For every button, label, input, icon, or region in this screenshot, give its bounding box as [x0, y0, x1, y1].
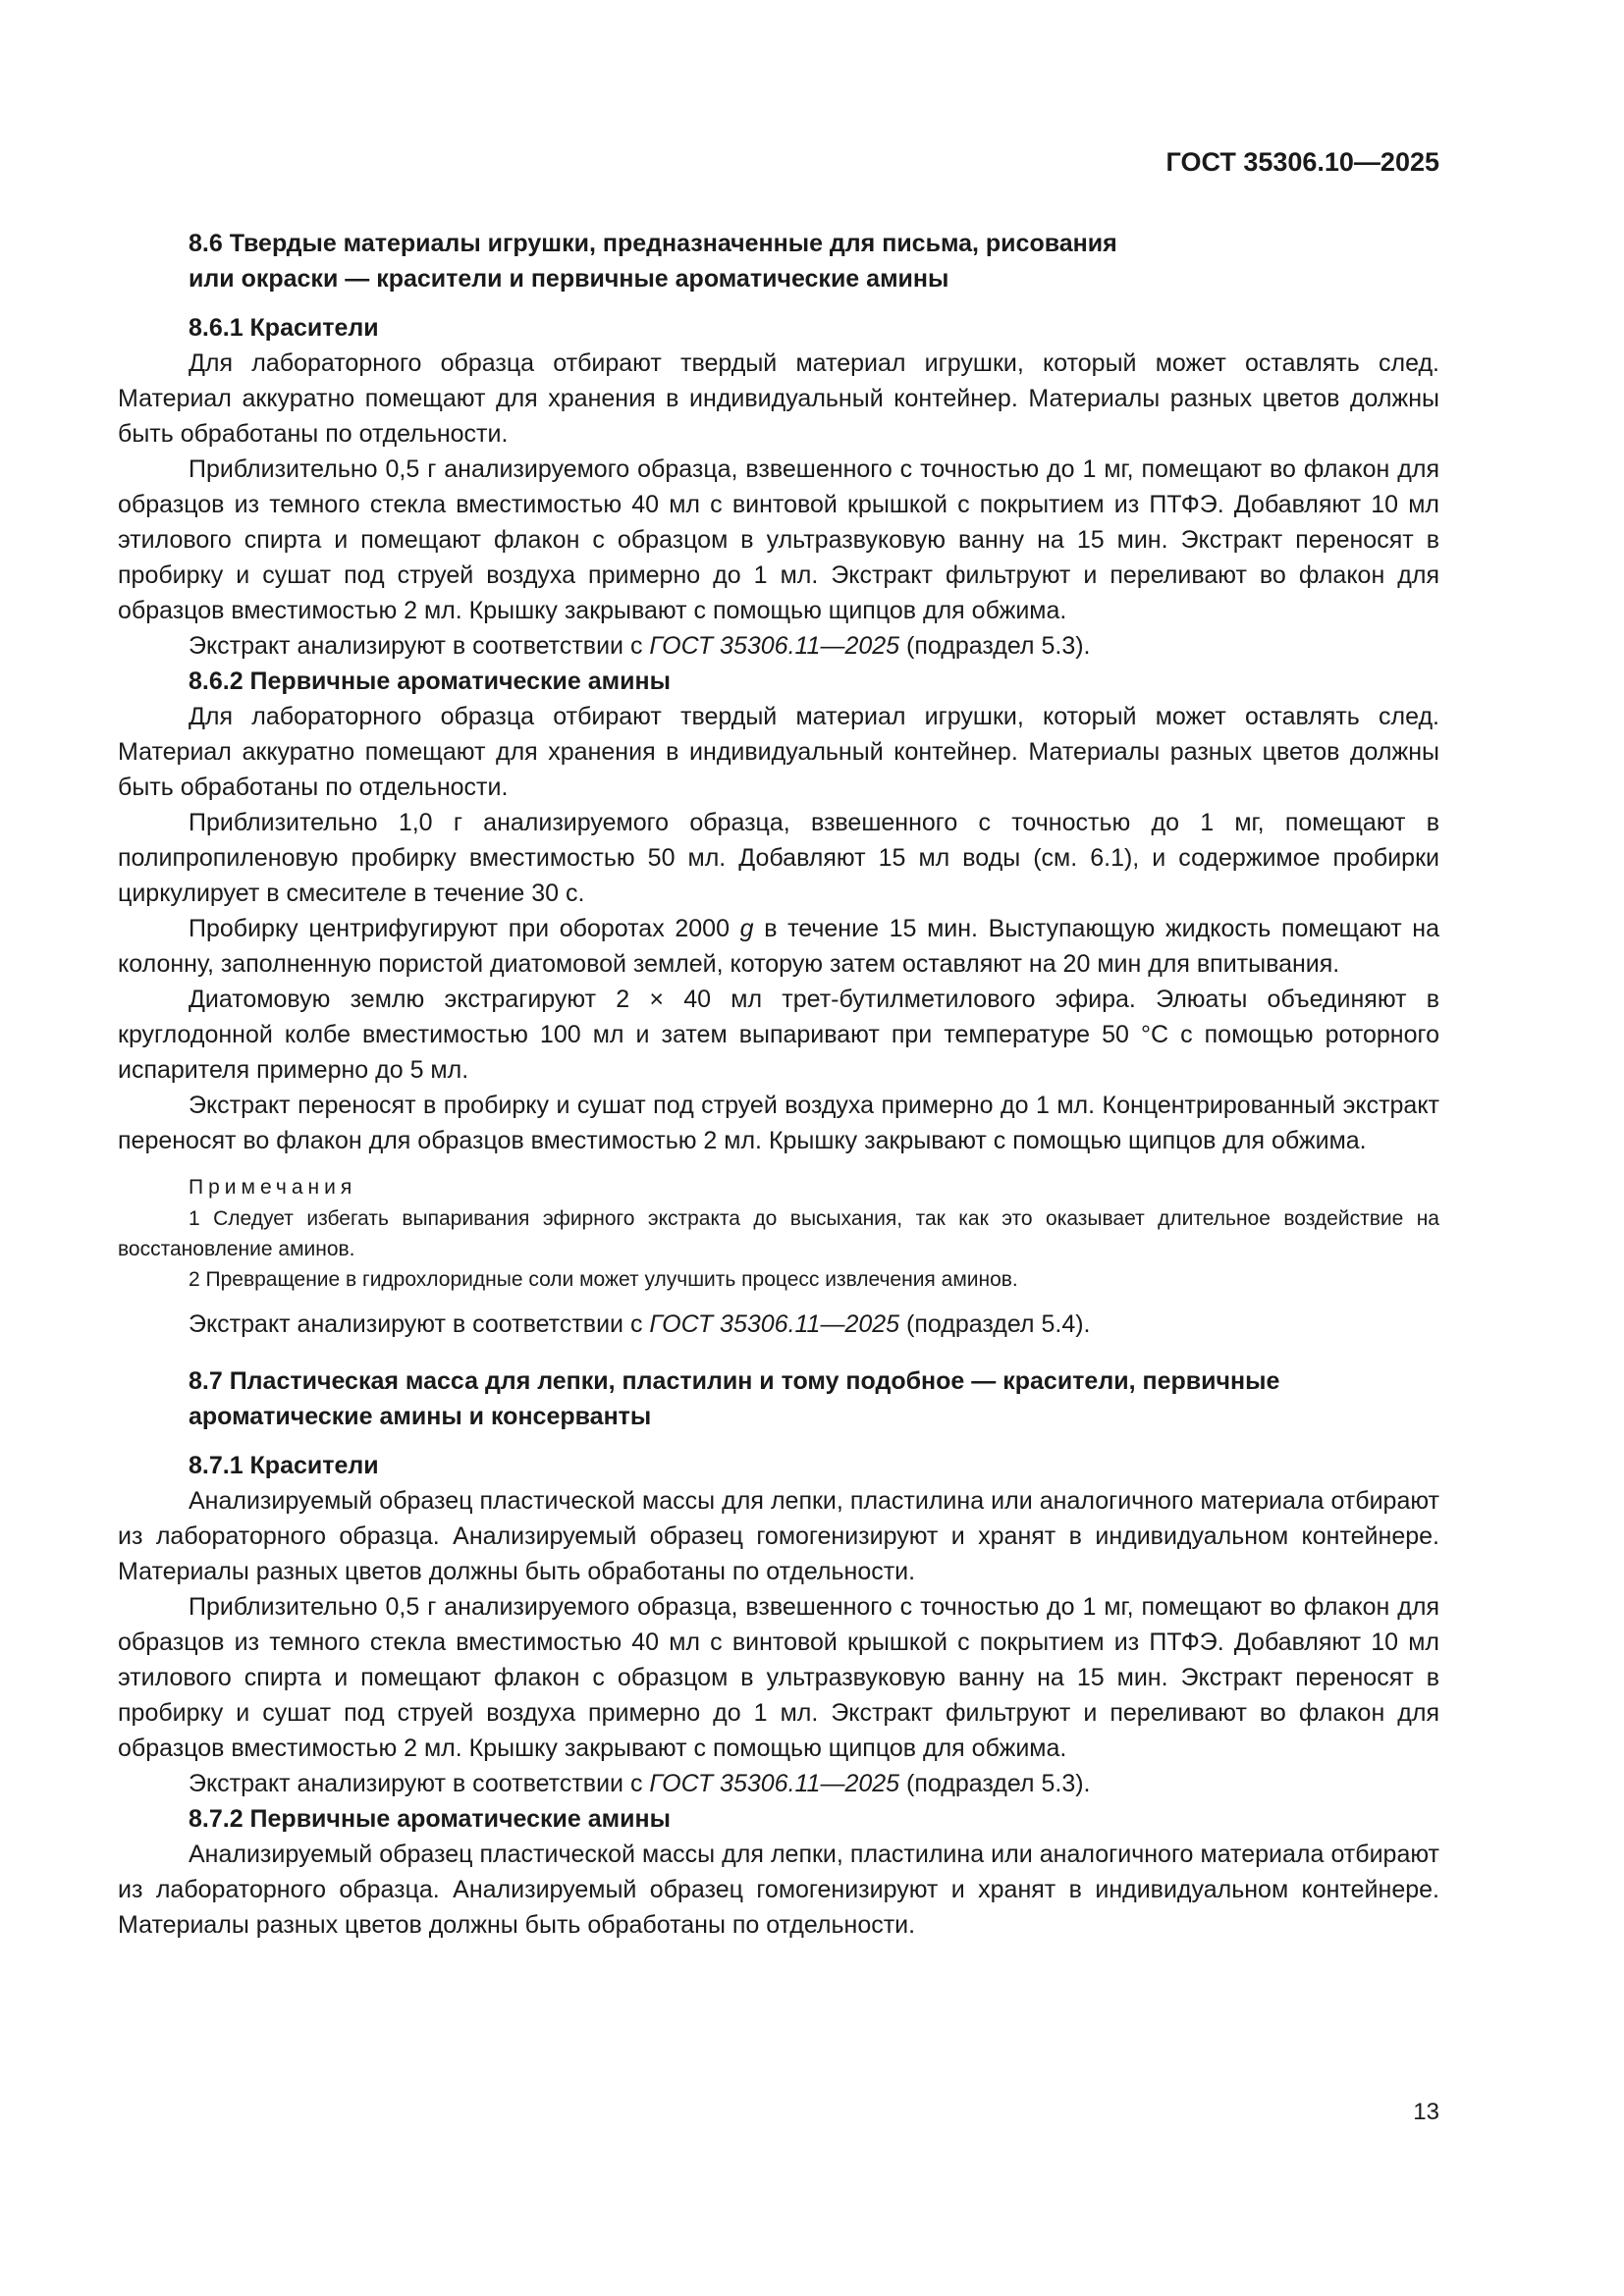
text: Пробирку центрифугируют при оборотах 2000 [189, 915, 740, 942]
paragraph: Приблизительно 0,5 г анализируемого образца, взвешенного с точностью до 1 мг, помещают во флакон для образцов из темного стекла вместимостью 40 мл с винтовой крышкой с покрытием из ПТФЭ. Добавляют 10 мл этилового спирта и помещают флакон с образцом в ультразвуковую ванну на 15 мин. Экстракт переносят в пробирку и сушат под струей воздуха примерно до 1 мл. Экстракт фильтруют и переливают во флакон для образцов вместимостью 2 мл. Крышку закрывают с помощью щипцов для обжима. [118, 1593, 1439, 1762]
paragraph: Для лабораторного образца отбирают твердый материал игрушки, который может оставлять след. Материал аккуратно помещают для хранения в индивидуальный контейнер. Материалы разных цветов должны быть обработаны по отдельности. [118, 349, 1439, 448]
standard-reference: ГОСТ 35306.11—2025 [649, 1770, 900, 1797]
g-symbol: g [739, 915, 754, 942]
text: Экстракт анализируют в соответствии с [189, 1770, 650, 1797]
note-item: 1 Следует избегать выпаривания эфирного экстракта до высыхания, так как это оказывает длительное воздействие на восстановление аминов. [118, 1207, 1439, 1260]
paragraph: Для лабораторного образца отбирают твердый материал игрушки, который может оставлять след. Материал аккуратно помещают для хранения в индивидуальный контейнер. Материалы разных цветов должны быть обработаны по отдельности. [118, 703, 1439, 801]
text: Экстракт анализируют в соответствии с [189, 632, 650, 660]
section-heading-line: 8.7 Пластическая масса для лепки, пластилин и тому подобное — красители, первичные [189, 1367, 1280, 1395]
paragraph: Приблизительно 1,0 г анализируемого образца, взвешенного с точностью до 1 мг, помещают в полипропиленовую пробирку вместимостью 50 мл. Добавляют 15 мл воды (см. 6.1), и содержимое пробирки циркулирует в смесителе в течение 30 с. [118, 809, 1439, 907]
standard-reference: ГОСТ 35306.11—2025 [649, 632, 900, 660]
paragraph [118, 911, 1439, 982]
document-code: ГОСТ 35306.10—2025 [1165, 147, 1439, 177]
paragraph: Диатомовую землю экстрагируют 2 × 40 мл трет-бутилметилового эфира. Элюаты объединяют в круглодонной колбе вместимостью 100 мл и затем выпаривают при температуре 50 °C с помощью роторного испарителя примерно до 5 мл. [118, 986, 1439, 1084]
text: в течение 15 мин. Выступающую жидкость помещают на колонну, заполненную пористой диатомовой землей, которую затем оставляют на 20 мин для впитывания. [118, 915, 1440, 978]
paragraph: Экстракт переносят в пробирку и сушат под струей воздуха примерно до 1 мл. Концентрированный экстракт переносят во флакон для образцов вместимостью 2 мл. Крышку закрывают с помощью щипцов для обжима. [118, 1092, 1439, 1154]
note-item: 2 Превращение в гидрохлоридные соли может улучшить процесс извлечения аминов. [189, 1268, 1018, 1291]
text: (подраздел 5.4). [899, 1310, 1091, 1338]
section-heading-line: 8.6 Твердые материалы игрушки, предназначенные для письма, рисования [189, 230, 1117, 257]
page-number: 13 [1413, 2099, 1439, 2125]
subsection-8-7-2-heading: 8.7.2 Первичные ароматические амины [189, 1805, 671, 1833]
subsection-8-6-1-heading: 8.6.1 Красители [189, 314, 379, 342]
text: Экстракт анализируют в соответствии с [189, 1310, 650, 1338]
text: (подраздел 5.3). [899, 1770, 1091, 1797]
paragraph: Приблизительно 0,5 г анализируемого образца, взвешенного с точностью до 1 мг, помещают во флакон для образцов из темного стекла вместимостью 40 мл с винтовой крышкой с покрытием из ПТФЭ. Добавляют 10 мл этилового спирта и помещают флакон с образцом в ультразвуковую ванну на 15 мин. Экстракт переносят в пробирку и сушат под струей воздуха примерно до 1 мл. Экстракт фильтруют и переливают во флакон для образцов вместимостью 2 мл. Крышку закрывают с помощью щипцов для обжима. [118, 455, 1439, 624]
section-heading-line: или окраски — красители и первичные ароматические амины [189, 265, 949, 293]
subsection-8-6-2-heading: 8.6.2 Первичные ароматические амины [189, 667, 671, 695]
paragraph: Анализируемый образец пластической массы для лепки, пластилина или аналогичного материала отбирают из лабораторного образца. Анализируемый образец гомогенизируют и хранят в индивидуальном контейнере. Материалы разных цветов должны быть обработаны по отдельности. [118, 1487, 1439, 1585]
text: (подраздел 5.3). [899, 632, 1091, 660]
paragraph-reference [118, 628, 1439, 664]
standard-reference: ГОСТ 35306.11—2025 [649, 1310, 900, 1338]
subsection-8-7-1-heading: 8.7.1 Красители [189, 1452, 379, 1479]
paragraph: Анализируемый образец пластической массы для лепки, пластилина или аналогичного материала отбирают из лабораторного образца. Анализируемый образец гомогенизируют и хранят в индивидуальном контейнере. Материалы разных цветов должны быть обработаны по отдельности. [118, 1841, 1439, 1939]
section-8-6-heading [118, 226, 1439, 296]
notes-label: Примечания [189, 1176, 357, 1199]
paragraph-reference [118, 1307, 1439, 1342]
section-heading-line: ароматические амины и консерванты [189, 1403, 652, 1430]
document-body [118, 226, 1439, 1943]
paragraph-reference [118, 1766, 1439, 1801]
section-8-7-heading [118, 1363, 1439, 1434]
